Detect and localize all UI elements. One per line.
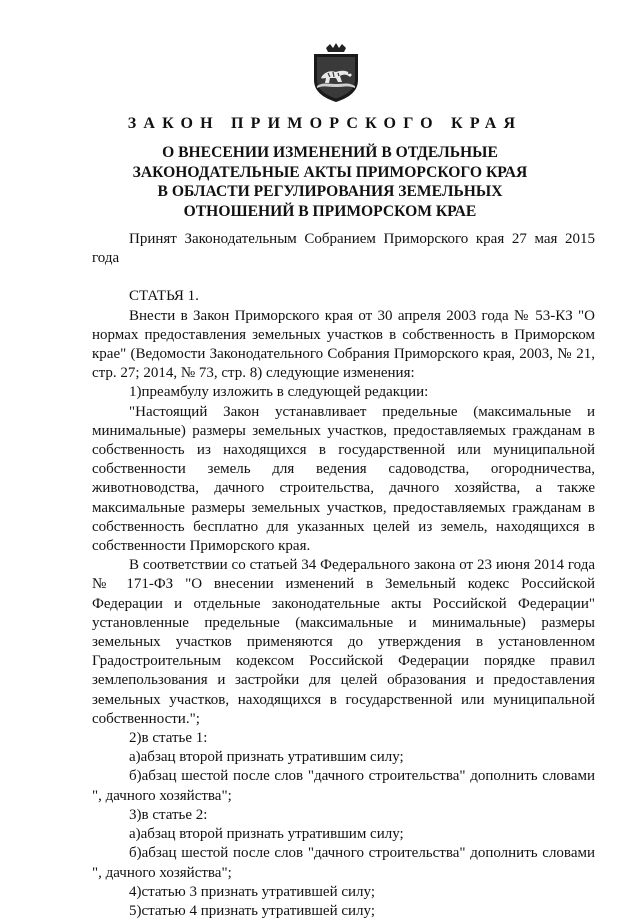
law-body	[92, 230, 595, 921]
coat-of-arms-emblem-icon	[308, 42, 364, 104]
paragraph: В соответствии со статьей 34 Федерального закона от 23 июня 2014 года № 171-ФЗ "О внесении изменений в Земельный кодекс Российской Федерации и отдельные законодательные акты Российской Федерации" установленные предельные (максимальные и минимальные) размеры земельных участков применяются до утверждения в установленном Градостроительным кодексом Российской Федерации порядке правил землепользования и застройки для целей образования и предоставления земельных участков, находящихся в государственной или муниципальной собственности.";	[92, 557, 595, 727]
paragraph: Внести в Закон Приморского края от 30 апреля 2003 года № 53-КЗ "О нормах предоставления земельных участков в собственность в Приморском крае" (Ведомости Законодательного Собрания Приморского края, 2003, № 21, стр. 27; 2014, № 73, стр. 8) следующие изменения:	[92, 307, 595, 382]
paragraph: а)абзац второй признать утратившим силу;	[129, 826, 404, 843]
subtitle-line: В ОБЛАСТИ РЕГУЛИРОВАНИЯ ЗЕМЕЛЬНЫХ	[157, 183, 503, 200]
paragraph: а)абзац второй признать утратившим силу;	[129, 749, 404, 766]
paragraph: 2)в статье 1:	[129, 730, 208, 747]
subtitle-line: ЗАКОНОДАТЕЛЬНЫЕ АКТЫ ПРИМОРСКОГО КРАЯ	[132, 163, 528, 181]
law-title: ЗАКОН ПРИМОРСКОГО КРАЯ	[127, 115, 523, 132]
paragraph: б)абзац шестой после слов "дачного строительства" дополнить словами ", дачного хозяйства";	[92, 845, 595, 881]
paragraph: 1)преамбулу изложить в следующей редакции:	[129, 384, 429, 401]
adoption-statement: Принят Законодательным Собранием Приморского края 27 мая 2015 года	[92, 231, 595, 267]
article-heading: СТАТЬЯ 1.	[129, 288, 199, 305]
paragraph: 4)статью 3 признать утратившей силу;	[129, 883, 375, 900]
subtitle-line: ОТНОШЕНИЙ В ПРИМОРСКОМ КРАЕ	[183, 202, 477, 220]
subtitle-line: О ВНЕСЕНИИ ИЗМЕНЕНИЙ В ОТДЕЛЬНЫЕ	[162, 144, 498, 161]
paragraph: "Настоящий Закон устанавливает предельные (максимальные и минимальные) размеры земельных участков, предоставляемых гражданам в собственность из находящихся в государственной или муниципальной собственности земель для ведения садоводства, огородничества, животноводства, дачного строительства, дачного хозяйства, а также максимальные размеры земельных участков, предоставляемых гражданам в собственность бесплатно для указанных целей из земель, находящихся в собственности Приморского края.	[92, 403, 595, 555]
paragraph: б)абзац шестой после слов "дачного строительства" дополнить словами ", дачного хозяйства";	[92, 768, 595, 804]
paragraph: 5)статью 4 признать утратившей силу;	[129, 902, 375, 919]
law-subtitle	[100, 143, 560, 221]
paragraph: 3)в статье 2:	[129, 806, 208, 823]
